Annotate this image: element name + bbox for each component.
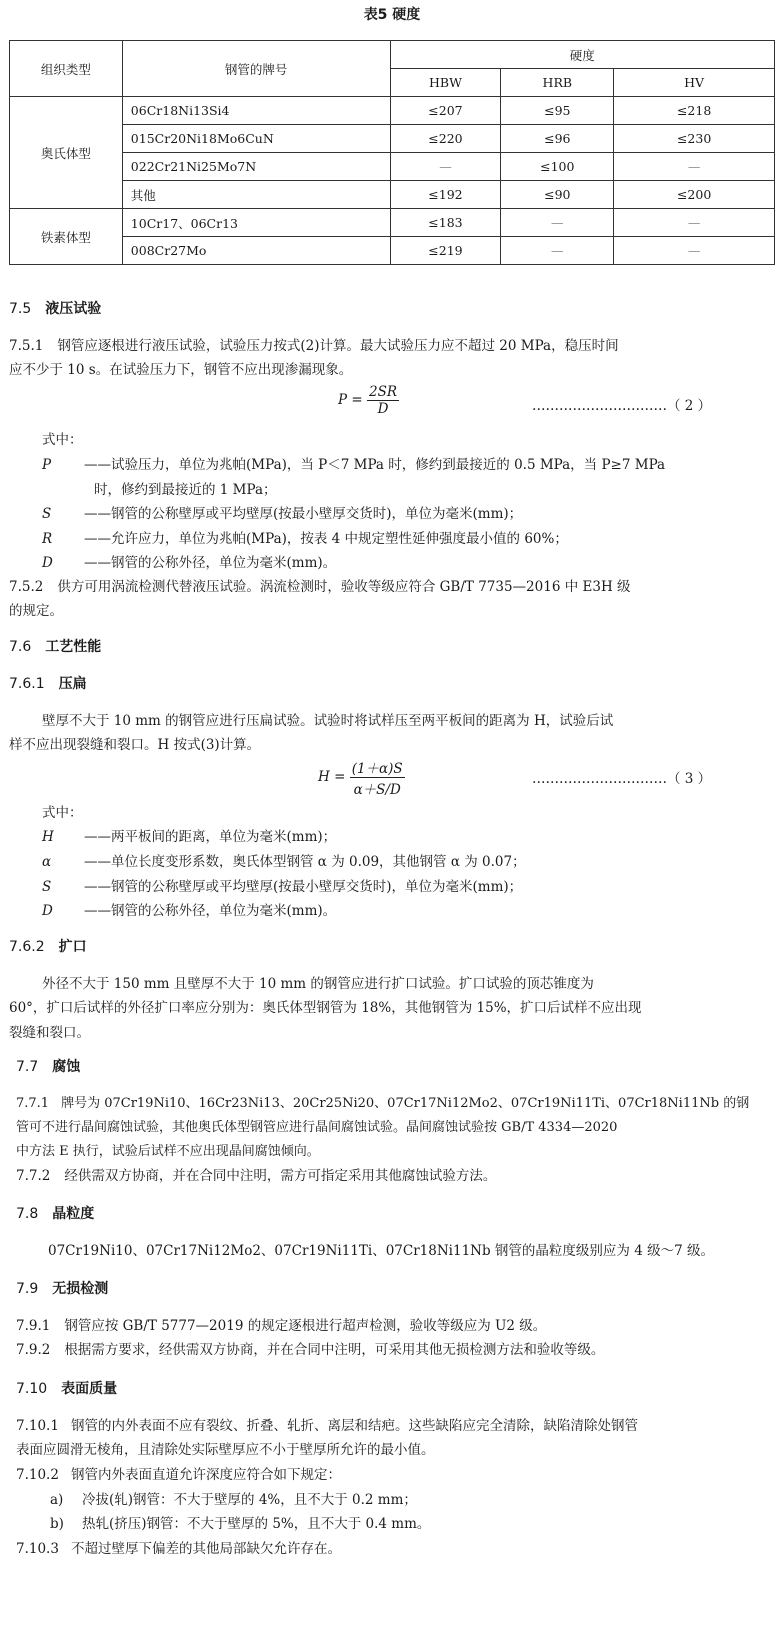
section-heading-7-6-1: 7.6.1 压扁 <box>9 676 87 692</box>
formula-3: H = $\frac{(1+\alpha)S}{\alpha+S/D}$ <box>318 757 405 798</box>
group-ferritic: 铁素体型 <box>10 209 123 265</box>
where-label: 式中： <box>42 432 83 448</box>
hrb-cell: ≤90 <box>501 181 614 209</box>
variable-s: S ——钢管的公称壁厚或平均壁厚(按最小壁厚交货时)，单位为毫米(mm)； <box>42 506 523 522</box>
table-row <box>10 153 775 181</box>
header-structure-type: 组织类型 <box>10 41 123 97</box>
formula-2-ref: …………………………（ 2 ） <box>532 398 712 414</box>
paragraph-7-6-2: 外径不大于 150 mm 且壁厚不大于 10 mm 的钢管应进行扩口试验。扩口试验的顶芯锥度为 <box>42 976 594 992</box>
variable-h: H ——两平板间的距离，单位为毫米(mm)； <box>42 829 337 845</box>
hrb-cell: ≤96 <box>501 125 614 153</box>
table-row <box>10 181 775 209</box>
list-item-a: a) 冷拔(轧)钢管：不大于壁厚的 4%，且不大于 0.2 mm； <box>50 1492 417 1508</box>
hv-cell: — <box>614 209 775 237</box>
paragraph-7-5-1-cont: 应不少于 10 s。在试验压力下，钢管不应出现渗漏现象。 <box>9 362 353 378</box>
formula-3-denominator: α＋S/D <box>353 782 401 798</box>
variable-s: S ——钢管的公称壁厚或平均壁厚(按最小壁厚交货时)，单位为毫米(mm)； <box>42 879 523 895</box>
grade-cell: 06Cr18Ni13Si4 <box>122 97 390 125</box>
hbw-cell: ≤220 <box>390 125 501 153</box>
paragraph-7-9-1: 7.9.1 钢管应按 GB/T 5777—2019 的规定逐根进行超声检测，验收等级应为 U2 级。 <box>16 1318 547 1334</box>
paragraph-7-7-1: 7.7.1 牌号为 07Cr19Ni10、16Cr23Ni13、20Cr25Ni20、07Cr17Ni12Mo2、07Cr19Ni11Ti、07Cr18Ni11Nb 的钢 <box>16 1096 750 1111</box>
paragraph-7-10-3: 7.10.3 不超过壁厚下偏差的其他局部缺欠允许存在。 <box>16 1541 341 1557</box>
variable-alpha: α ——单位长度变形系数，奥氏体型钢管 α 为 0.09，其他钢管 α 为 0.07； <box>42 854 526 870</box>
section-heading-7-9: 7.9 无损检测 <box>16 1281 109 1297</box>
header-hbw: HBW <box>390 69 501 97</box>
hbw-cell: ≤207 <box>390 97 501 125</box>
paragraph-7-9-2: 7.9.2 根据需方要求，经供需双方协商，并在合同中注明，可采用其他无损检测方法和验收等级。 <box>16 1342 605 1358</box>
paragraph-7-10-2: 7.10.2 钢管内外表面直道允许深度应符合如下规定： <box>16 1467 341 1483</box>
hv-cell: — <box>614 153 775 181</box>
list-item-b: b) 热轧(挤压)钢管：不大于壁厚的 5%，且不大于 0.4 mm。 <box>50 1516 431 1532</box>
hbw-cell: — <box>390 153 501 181</box>
hrb-cell: — <box>501 237 614 265</box>
variable-p-cont: 时，修约到最接近的 1 MPa； <box>94 482 277 498</box>
formula-2-denominator: D <box>377 401 389 417</box>
paragraph-7-10-1-cont: 表面应圆滑无棱角，且清除处实际壁厚应不小于壁厚所允许的最小值。 <box>16 1442 435 1458</box>
header-hardness: 硬度 <box>390 41 774 69</box>
section-heading-7-10: 7.10 表面质量 <box>16 1381 118 1397</box>
table-row <box>10 237 775 265</box>
variable-d: D ——钢管的公称外径，单位为毫米(mm)。 <box>42 903 337 919</box>
paragraph-7-10-1: 7.10.1 钢管的内外表面不应有裂纹、折叠、轧折、离层和结疤。这些缺陷应完全清除，缺陷清除处钢管 <box>16 1418 638 1434</box>
paragraph-7-6-1: 壁厚不大于 10 mm 的钢管应进行压扁试验。试验时将试样压至两平板间的距离为 H，试验后试 <box>42 713 614 729</box>
grade-cell: 其他 <box>122 181 390 209</box>
variable-d: D ——钢管的公称外径，单位为毫米(mm)。 <box>42 555 337 571</box>
paragraph-7-7-1-cont2: 中方法 E 执行，试验后试样不应出现晶间腐蚀倾向。 <box>16 1144 320 1159</box>
paragraph-7-5-2-cont: 的规定。 <box>9 603 63 619</box>
where-label: 式中： <box>42 805 83 821</box>
formula-3-numerator: (1＋α)S <box>350 757 405 778</box>
grade-cell: 022Cr21Ni25Mo7N <box>122 153 390 181</box>
hrb-cell: — <box>501 209 614 237</box>
section-heading-7-6: 7.6 工艺性能 <box>9 639 102 655</box>
paragraph-7-7-2: 7.7.2 经供需双方协商，并在合同中注明，需方可指定采用其他腐蚀试验方法。 <box>16 1168 497 1184</box>
header-hrb: HRB <box>501 69 614 97</box>
hrb-cell: ≤100 <box>501 153 614 181</box>
paragraph-7-8: 07Cr19Ni10、07Cr17Ni12Mo2、07Cr19Ni11Ti、07Cr18Ni11Nb 钢管的晶粒度级别应为 4 级～7 级。 <box>48 1243 714 1259</box>
header-grade: 钢管的牌号 <box>122 41 390 97</box>
hbw-cell: ≤219 <box>390 237 501 265</box>
paragraph-7-6-2-cont: 60°，扩口后试样的外径扩口率应分别为：奥氏体型钢管为 18%，其他钢管为 15%，扩口后试样不应出现 <box>9 1000 642 1016</box>
hrb-cell: ≤95 <box>501 97 614 125</box>
hv-cell: ≤230 <box>614 125 775 153</box>
grade-cell: 015Cr20Ni18Mo6CuN <box>122 125 390 153</box>
section-heading-7-6-2: 7.6.2 扩口 <box>9 939 87 955</box>
hv-cell: — <box>614 237 775 265</box>
grade-cell: 008Cr27Mo <box>122 237 390 265</box>
table-row <box>10 125 775 153</box>
formula-2: P = $\frac{2SR}{D}$ <box>338 384 397 417</box>
formula-2-numerator: 2SR <box>368 384 397 400</box>
hardness-table <box>9 40 775 265</box>
variable-r: R ——允许应力，单位为兆帕(MPa)，按表 4 中规定塑性延伸强度最小值的 60%； <box>42 531 568 547</box>
section-heading-7-8: 7.8 晶粒度 <box>16 1206 95 1222</box>
paragraph-7-5-1: 7.5.1 钢管应逐根进行液压试验，试验压力按式(2)计算。最大试验压力应不超过 20 MPa，稳压时间 <box>9 338 619 354</box>
hv-cell: ≤200 <box>614 181 775 209</box>
hbw-cell: ≤183 <box>390 209 501 237</box>
paragraph-7-6-1-cont: 样不应出现裂缝和裂口。H 按式(3)计算。 <box>9 737 261 753</box>
group-austenitic: 奥氏体型 <box>10 97 123 209</box>
paragraph-7-6-2-cont2: 裂缝和裂口。 <box>9 1025 90 1041</box>
grade-cell: 10Cr17、06Cr13 <box>122 209 390 237</box>
table-row <box>10 97 775 125</box>
paragraph-7-5-2: 7.5.2 供方可用涡流检测代替液压试验。涡流检测时，验收等级应符合 GB/T 7735—2016 中 E3H 级 <box>9 579 631 595</box>
table-title: 表5 硬度 <box>363 7 421 23</box>
table-row <box>10 209 775 237</box>
variable-p: P ——试验压力，单位为兆帕(MPa)，当 P＜7 MPa 时，修约到最接近的 0.5 MPa，当 P≥7 MPa <box>42 457 666 473</box>
section-heading-7-7: 7.7 腐蚀 <box>16 1059 81 1075</box>
formula-3-ref: …………………………（ 3 ） <box>532 771 712 787</box>
paragraph-7-7-1-cont: 管可不进行晶间腐蚀试验，其他奥氏体型钢管应进行晶间腐蚀试验。晶间腐蚀试验按 GB/T 4334—2020 <box>16 1120 618 1135</box>
header-hv: HV <box>614 69 775 97</box>
hbw-cell: ≤192 <box>390 181 501 209</box>
hv-cell: ≤218 <box>614 97 775 125</box>
section-heading-7-5: 7.5 液压试验 <box>9 301 102 317</box>
